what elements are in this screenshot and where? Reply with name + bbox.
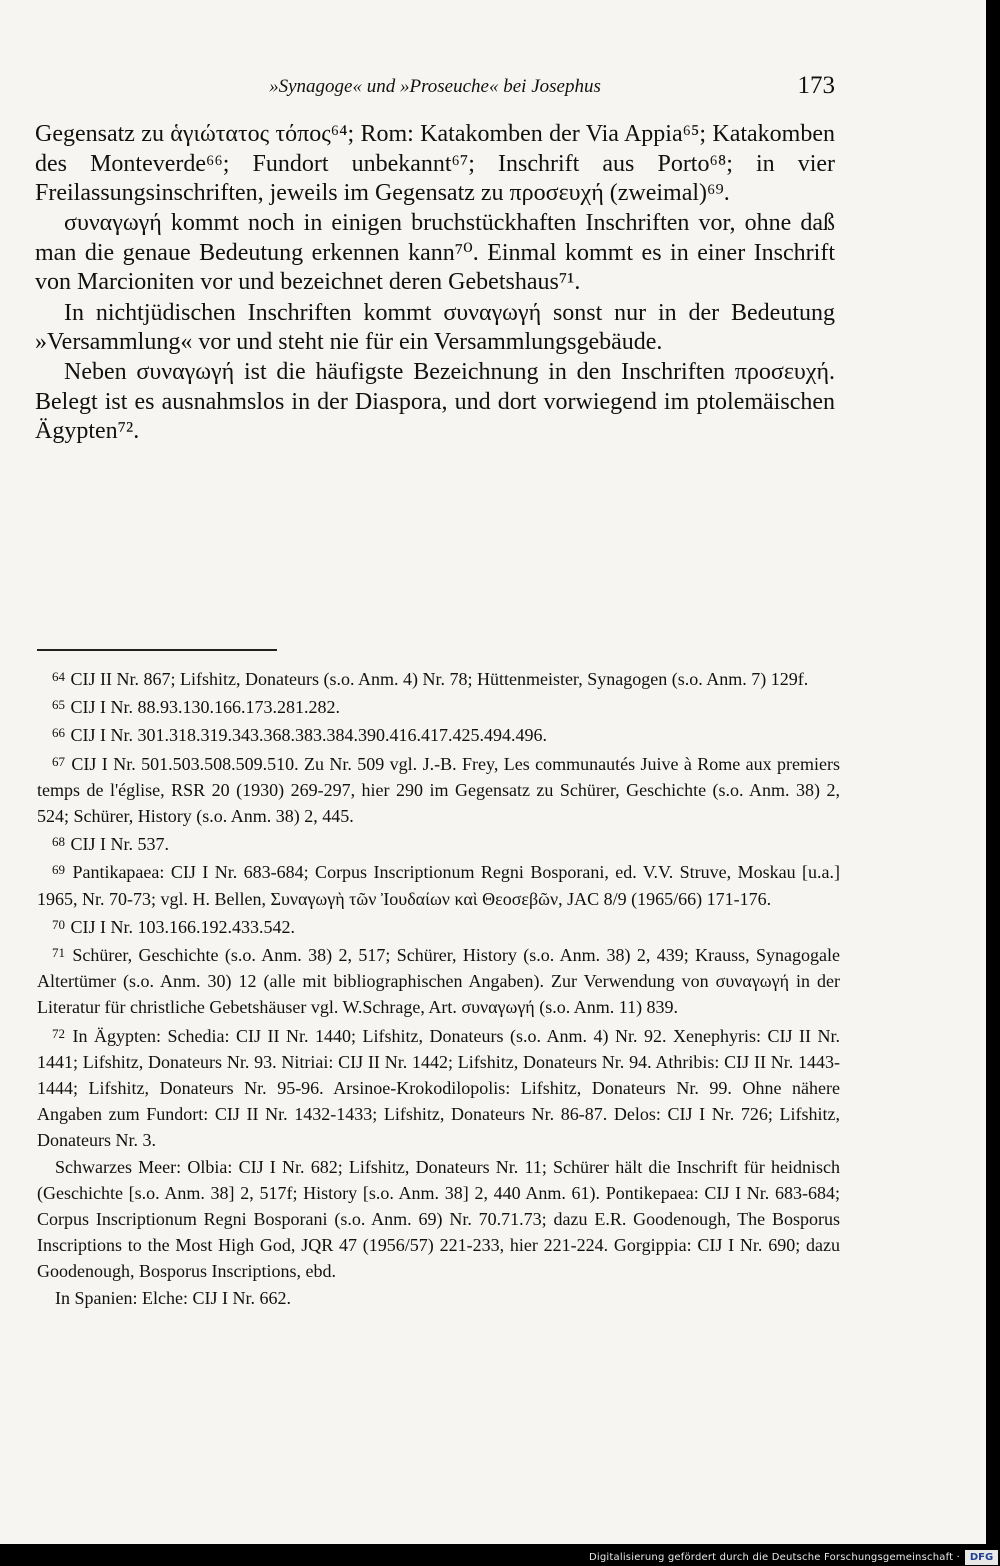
footnote-72-continuation: Schwarzes Meer: Olbia: CIJ I Nr. 682; Lifshitz, Donateurs Nr. 11; Schürer hält die Inschrift für heidnisch (Geschichte [s.o. Anm. 38] 2, 517f; History [s.o. Anm. 38] 2, 440 Anm. 61). Pontikepaea: CIJ I Nr. 683-684; Corpus Inscriptionum Regni Bosporani (s.o. Anm. 69) Nr. 70.71.73; dazu E.R. Goodenough, The Bosporus Inscriptions to the Most High God, JQR 47 (1956/57) 221-233, hier 221-224. Gorgippia: CIJ I Nr. 690; dazu Goodenough, Bosporus Inscriptions, ebd. bbox=[37, 1156, 840, 1282]
footnote-69 bbox=[37, 857, 840, 911]
footnote-number: 67 bbox=[52, 753, 65, 769]
footnote-number: 66 bbox=[52, 725, 65, 741]
footnote-number: 72 bbox=[52, 1025, 65, 1041]
footnote-66 bbox=[37, 720, 840, 748]
footnote-72-spain: In Spanien: Elche: CIJ I Nr. 662. bbox=[55, 1287, 291, 1308]
paragraph-4: Neben συναγωγή ist die häufigste Bezeichnung in den Inschriften προσευχή. Belegt ist es ausnahmslos in der Diaspora, und dort vorwiegend im ptolemäischen Ägypten⁷². bbox=[35, 359, 835, 445]
footnote-number: 70 bbox=[52, 916, 65, 932]
footnote-71 bbox=[37, 940, 840, 1021]
footnotes bbox=[37, 664, 840, 1311]
credit-text: Digitalisierung gefördert durch die Deutsche Forschungsgemeinschaft · bbox=[589, 1552, 960, 1563]
footnote-number: 64 bbox=[52, 669, 65, 684]
paragraph-3: In nichtjüdischen Inschriften kommt συναγωγή sonst nur in der Bedeutung »Versammlung« vor und steht nie für ein Versammlungsgebäude. bbox=[35, 299, 835, 356]
footnote-68 bbox=[37, 829, 840, 857]
footnote-text: In Ägypten: Schedia: CIJ II Nr. 1440; Lifshitz, Donateurs (s.o. Anm. 4) Nr. 92. Xenephyris: CIJ II Nr. 1441; Lifshitz, Donateurs Nr. 93. Nitriai: CIJ II Nr. 1442; Lifshitz, Donateurs Nr. 94. Athribis: CIJ II Nr. 1443-1444; Lifshitz, Donateurs Nr. 95-96. Arsinoe-Krokodilopolis: Lifshitz, Donateurs Nr. 99. Ohne nähere Angaben zum Fundort: CIJ II Nr. 1432-1433; Lifshitz, Donateurs Nr. 86-87. Delos: CIJ I Nr. 726; Lifshitz, Donateurs Nr. 3. bbox=[37, 1025, 840, 1151]
running-head bbox=[35, 70, 835, 104]
footnote-text: Pantikapaea: CIJ I Nr. 683-684; Corpus Inscriptionum Regni Bosporani, ed. V.V. Struve, Moskau [u.a.] 1965, Nr. 70-73; vgl. H. Bellen, Συναγωγὴ τῶν Ἰουδαίων καὶ Θεοσεβῶν, JAC 8/9 (1965/66) 171-176. bbox=[37, 862, 840, 909]
footnote-text: Schürer, Geschichte (s.o. Anm. 38) 2, 517; Schürer, History (s.o. Anm. 38) 2, 439; Krauss, Synagogale Altertümer (s.o. Anm. 30) 12 (alle mit bibliographischen Angaben). Zur Verwendung von συναγωγή in der Literatur für christliche Gebetshäuser vgl. W.Schrage, Art. συναγωγή (s.o. Anm. 11) 839. bbox=[37, 945, 841, 1018]
footnote-text: CIJ I Nr. 301.318.319.343.368.383.384.390.416.417.425.494.496. bbox=[70, 725, 547, 746]
footnote-72 bbox=[37, 1021, 840, 1154]
dfg-logo-icon: DFG bbox=[965, 1550, 998, 1565]
footnote-text: CIJ I Nr. 103.166.192.433.542. bbox=[70, 916, 295, 937]
main-text bbox=[35, 120, 835, 447]
footnote-separator bbox=[37, 649, 277, 651]
footnote-number: 65 bbox=[52, 697, 65, 713]
paragraph-2: συναγωγή kommt noch in einigen bruchstückhaften Inschriften vor, ohne daß man die genaue Bedeutung erkennen kann⁷⁰. Einmal kommt es in einer Inschrift von Marcioniten vor und bezeichnet deren Gebetshaus⁷¹. bbox=[35, 210, 835, 296]
footnote-number: 68 bbox=[52, 834, 65, 850]
digitization-credit-bar bbox=[0, 1550, 1000, 1566]
footnote-65 bbox=[37, 692, 840, 720]
footnote-67 bbox=[37, 749, 840, 830]
paragraph-1: Gegensatz zu ἁγιώτατος τόπος⁶⁴; Rom: Katakomben der Via Appia⁶⁵; Katakomben des Monteverde⁶⁶; Fundort unbekannt⁶⁷; Inschrift aus Porto⁶⁸; in vier Freilassungsinschriften, jeweils im Gegensatz zu προσευχή (zweimal)⁶⁹. bbox=[35, 121, 835, 207]
footnote-70 bbox=[37, 912, 840, 940]
page-number: 173 bbox=[797, 72, 835, 99]
footnote-text: CIJ II Nr. 867; Lifshitz, Donateurs (s.o. Anm. 4) Nr. 78; Hüttenmeister, Synagogen (s.o. Anm. 7) 129f. bbox=[70, 669, 809, 689]
footnote-text: CIJ I Nr. 88.93.130.166.173.281.282. bbox=[70, 697, 340, 718]
running-title: »Synagoge« und »Proseuche« bei Josephus bbox=[269, 76, 601, 97]
footnote-number: 69 bbox=[52, 862, 65, 878]
footnote-text: CIJ I Nr. 537. bbox=[70, 834, 169, 855]
footnote-text: CIJ I Nr. 501.503.508.509.510. Zu Nr. 509 vgl. J.-B. Frey, Les communautés Juive à Rome aux premiers temps de l'église, RSR 20 (1930) 269-297, hier 290 im Gegensatz zu Schürer, Geschichte (s.o. Anm. 38) 2, 524; Schürer, History (s.o. Anm. 38) 2, 445. bbox=[37, 753, 841, 827]
footnote-64 bbox=[37, 664, 840, 692]
footnote-number: 71 bbox=[52, 945, 65, 961]
